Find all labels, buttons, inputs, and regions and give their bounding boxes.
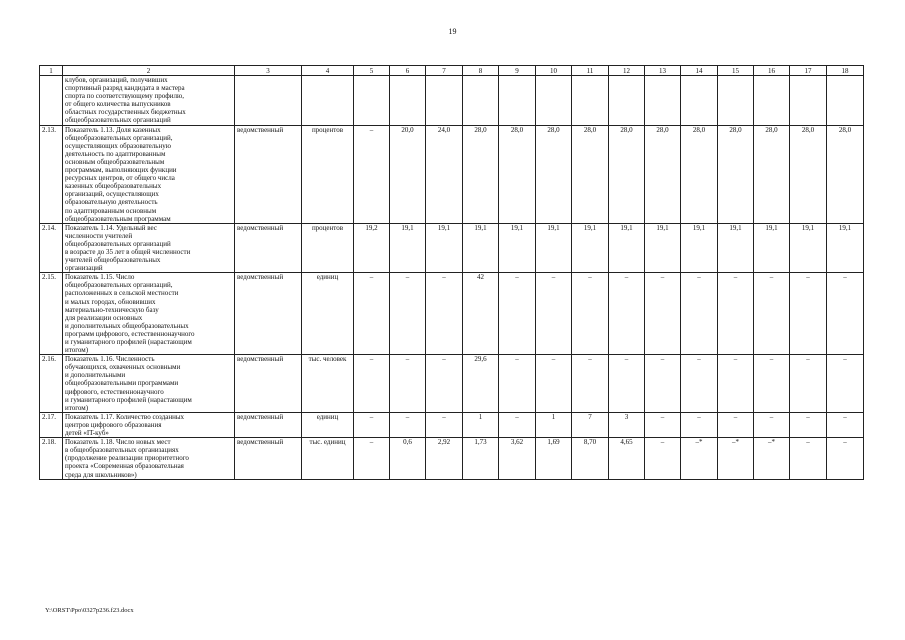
indicator-name-line: общеобразовательных организаций	[65, 116, 171, 125]
indicator-name-line: численности учителей	[65, 231, 133, 240]
value-cell: 19,1	[790, 223, 827, 273]
value-cell: –	[609, 273, 645, 355]
table-row	[40, 412, 864, 437]
table-row	[40, 76, 864, 126]
value-cell: –	[426, 355, 463, 413]
header-cell: 15	[718, 66, 754, 76]
indicator-name	[63, 438, 235, 479]
header-cell: 3	[235, 66, 302, 76]
indicator-name-line: цифрового, естественнонаучного	[65, 387, 164, 396]
value-cell: –	[572, 355, 609, 413]
indicator-name	[63, 76, 235, 126]
indicator-name-line: и малых городах, обновивших	[65, 297, 156, 306]
indicator-name-line: образовательную деятельность	[65, 198, 158, 207]
indicator-name-line: проекта «Современная образовательная	[65, 462, 184, 471]
data-source: ведомственный	[235, 273, 302, 355]
value-cell	[790, 76, 827, 126]
indicator-name-line: и гуманитарного профилей (нарастающим	[65, 395, 192, 404]
value-cell: 19,1	[390, 223, 426, 273]
value-cell: 1	[463, 412, 499, 437]
value-cell	[499, 76, 536, 126]
value-cell	[718, 76, 754, 126]
value-cell	[609, 76, 645, 126]
value-cell: 28,0	[536, 125, 572, 223]
value-cell: 28,0	[609, 125, 645, 223]
indicator-name-line: общеобразовательных организаций	[65, 239, 171, 248]
indicator-name-line: и дополнительными	[65, 371, 126, 380]
value-cell: 20,0	[390, 125, 426, 223]
value-cell	[390, 76, 426, 126]
table-row	[40, 273, 864, 355]
value-cell: 19,1	[536, 223, 572, 273]
value-cell: –	[681, 355, 718, 413]
indicator-name-line: (продолжение реализации приоритетного	[65, 454, 189, 463]
indicator-name-line: и дополнительных общеобразовательных	[65, 321, 189, 330]
value-cell: –	[499, 355, 536, 413]
header-cell: 14	[681, 66, 718, 76]
indicator-name-line: спорта по соответствующему профилю,	[65, 92, 184, 101]
value-cell: –	[790, 412, 827, 437]
indicator-name-line: деятельность по адаптированным	[65, 149, 166, 158]
data-source: ведомственный	[235, 355, 302, 413]
value-cell: 3	[609, 412, 645, 437]
header-cell: 1	[40, 66, 63, 76]
value-cell: 19,1	[463, 223, 499, 273]
page-number: 19	[448, 27, 457, 36]
header-cell: 8	[463, 66, 499, 76]
indicator-name-line: в общеобразовательных организациях	[65, 446, 179, 455]
header-cell: 17	[790, 66, 827, 76]
value-cell: 28,0	[499, 125, 536, 223]
indicator-name-line: областных государственных бюджетных	[65, 108, 186, 117]
value-cell: –	[645, 412, 681, 437]
value-cell: –	[790, 273, 827, 355]
value-cell: –	[718, 355, 754, 413]
value-cell	[572, 76, 609, 126]
value-cell: 8,70	[572, 438, 609, 479]
value-cell: –	[499, 273, 536, 355]
indicator-name-line: организаций	[65, 264, 103, 273]
indicator-name-line: Показатель 1.13. Доля казенных	[65, 125, 161, 134]
indicator-name-line: осуществляющих образовательную	[65, 141, 171, 150]
value-cell: –	[827, 412, 864, 437]
row-index: 2.16.	[40, 355, 63, 413]
header-cell: 9	[499, 66, 536, 76]
indicator-name-line: для реализации основных	[65, 313, 143, 322]
value-cell: –	[572, 273, 609, 355]
value-cell: 28,0	[572, 125, 609, 223]
indicator-name-line: в возрасте до 35 лет в общей численности	[65, 247, 191, 256]
value-cell: –	[754, 273, 790, 355]
value-cell: –	[354, 125, 390, 223]
file-path-footer: Y:\ORST\Ppo\0327p236.f23.docx	[45, 607, 134, 614]
table-row	[40, 223, 864, 273]
value-cell: –	[754, 412, 790, 437]
indicator-name-line: Показатель 1.17. Количество созданных	[65, 412, 185, 421]
row-index	[40, 76, 63, 126]
header-cell: 6	[390, 66, 426, 76]
data-source	[235, 76, 302, 126]
table-row	[40, 438, 864, 479]
value-cell: 3,62	[499, 438, 536, 479]
indicator-name-line: Показатель 1.15. Число	[65, 273, 135, 282]
value-cell: –	[354, 355, 390, 413]
indicator-name	[63, 412, 235, 437]
indicator-name-line: расположенных в сельской местности	[65, 289, 179, 298]
value-cell: 28,0	[718, 125, 754, 223]
value-cell: –	[645, 273, 681, 355]
unit: тыс. человек	[302, 355, 354, 413]
value-cell: 19,1	[609, 223, 645, 273]
indicator-name-line: программам, выполняющих функции	[65, 166, 177, 175]
value-cell: 29,6	[463, 355, 499, 413]
value-cell: –	[681, 412, 718, 437]
value-cell: 19,1	[645, 223, 681, 273]
value-cell	[754, 76, 790, 126]
value-cell: 19,1	[572, 223, 609, 273]
indicator-name-line: по адаптированным основным	[65, 206, 157, 215]
value-cell: –	[790, 438, 827, 479]
value-cell: 28,0	[681, 125, 718, 223]
data-source: ведомственный	[235, 223, 302, 273]
indicator-name-line: общеобразовательными программами	[65, 379, 179, 388]
value-cell: 7	[572, 412, 609, 437]
value-cell: 1	[536, 412, 572, 437]
value-cell: –	[754, 355, 790, 413]
value-cell: 28,0	[827, 125, 864, 223]
value-cell: –	[499, 412, 536, 437]
indicator-name-line: итогом)	[65, 403, 89, 412]
value-cell: –	[609, 355, 645, 413]
value-cell: –	[536, 273, 572, 355]
value-cell: 4,65	[609, 438, 645, 479]
unit: единиц	[302, 273, 354, 355]
value-cell: –	[645, 355, 681, 413]
value-cell: 19,2	[354, 223, 390, 273]
header-cell: 18	[827, 66, 864, 76]
value-cell	[827, 76, 864, 126]
value-cell: –*	[754, 438, 790, 479]
unit: единиц	[302, 412, 354, 437]
value-cell	[426, 76, 463, 126]
value-cell: –	[536, 355, 572, 413]
indicator-name-line: Показатель 1.16. Численность	[65, 355, 155, 364]
row-index: 2.13.	[40, 125, 63, 223]
indicator-name-line: клубов, организаций, получивших	[65, 76, 168, 84]
unit	[302, 76, 354, 126]
value-cell: –	[426, 273, 463, 355]
value-cell: –	[827, 438, 864, 479]
indicator-name-line: и гуманитарного профилей (нарастающим	[65, 338, 192, 346]
row-index: 2.18.	[40, 438, 63, 479]
value-cell: –	[645, 438, 681, 479]
value-cell: –*	[718, 438, 754, 479]
indicator-name-line: центров цифрового образования	[65, 420, 162, 429]
header-cell: 10	[536, 66, 572, 76]
value-cell: –	[718, 412, 754, 437]
indicator-name	[63, 355, 235, 413]
unit: тыс. единиц	[302, 438, 354, 479]
indicator-name-line: основным общеобразовательным	[65, 157, 165, 166]
value-cell: 19,1	[827, 223, 864, 273]
indicator-name-line: казенных общеобразовательных	[65, 182, 162, 191]
indicator-name-line: среда для школьников»)	[65, 470, 137, 479]
row-index: 2.17.	[40, 412, 63, 437]
header-cell: 7	[426, 66, 463, 76]
value-cell: –	[681, 273, 718, 355]
header-cell: 4	[302, 66, 354, 76]
value-cell: –	[390, 412, 426, 437]
value-cell: –	[390, 273, 426, 355]
data-source: ведомственный	[235, 412, 302, 437]
value-cell: 19,1	[681, 223, 718, 273]
table-row	[40, 125, 864, 223]
row-index: 2.14.	[40, 223, 63, 273]
indicator-name-line: организаций, осуществляющих	[65, 190, 159, 199]
value-cell: –	[390, 355, 426, 413]
value-cell: –*	[681, 438, 718, 479]
indicator-name-line: учителей общеобразовательных	[65, 256, 161, 265]
value-cell: –	[354, 438, 390, 479]
value-cell: –	[354, 273, 390, 355]
header-cell: 12	[609, 66, 645, 76]
unit: процентов	[302, 125, 354, 223]
header-cell: 11	[572, 66, 609, 76]
value-cell: –	[354, 412, 390, 437]
indicator-name-line: общеобразовательных организаций,	[65, 133, 173, 142]
value-cell: 1,73	[463, 438, 499, 479]
indicator-name-line: Показатель 1.18. Число новых мест	[65, 438, 171, 447]
indicator-name-line: итогом)	[65, 346, 89, 355]
value-cell: 2,92	[426, 438, 463, 479]
unit: процентов	[302, 223, 354, 273]
value-cell: 19,1	[426, 223, 463, 273]
value-cell	[681, 76, 718, 126]
value-cell	[354, 76, 390, 126]
indicator-name	[63, 125, 235, 223]
value-cell: 24,0	[426, 125, 463, 223]
indicator-name	[63, 223, 235, 273]
row-index: 2.15.	[40, 273, 63, 355]
indicator-name-line: Показатель 1.14. Удельный вес	[65, 223, 157, 232]
value-cell: 42	[463, 273, 499, 355]
value-cell: –	[827, 273, 864, 355]
value-cell	[463, 76, 499, 126]
value-cell: 19,1	[718, 223, 754, 273]
header-cell: 5	[354, 66, 390, 76]
value-cell: 19,1	[754, 223, 790, 273]
value-cell: –	[718, 273, 754, 355]
indicator-name	[63, 273, 235, 355]
indicators-table	[39, 65, 864, 480]
value-cell: 28,0	[754, 125, 790, 223]
indicator-name-line: общеобразовательных организаций,	[65, 281, 173, 290]
value-cell: –	[426, 412, 463, 437]
data-source: ведомственный	[235, 125, 302, 223]
value-cell: –	[827, 355, 864, 413]
value-cell	[645, 76, 681, 126]
value-cell: 28,0	[645, 125, 681, 223]
value-cell: 19,1	[499, 223, 536, 273]
header-cell: 16	[754, 66, 790, 76]
indicator-name-line: материально-техническую базу	[65, 305, 159, 314]
table-row	[40, 355, 864, 413]
value-cell: 0,6	[390, 438, 426, 479]
value-cell: 28,0	[463, 125, 499, 223]
indicator-name-line: программ цифрового, естественнонаучного	[65, 329, 195, 338]
value-cell	[536, 76, 572, 126]
indicator-name-line: обучающихся, охваченных основными	[65, 363, 181, 372]
header-cell: 13	[645, 66, 681, 76]
indicator-name-line: общеобразовательным программам	[65, 214, 171, 223]
value-cell: 28,0	[790, 125, 827, 223]
indicator-name-line: ресурсных центров, от общего числа	[65, 174, 175, 183]
indicator-name-line: спортивный разряд кандидата в мастера	[65, 84, 185, 93]
value-cell: 1,69	[536, 438, 572, 479]
header-cell: 2	[63, 66, 235, 76]
value-cell: –	[790, 355, 827, 413]
indicator-name-line: от общего количества выпускников	[65, 100, 171, 109]
header-row	[40, 66, 864, 76]
indicator-name-line: детей «IT-куб»	[65, 429, 109, 438]
data-source: ведомственный	[235, 438, 302, 479]
